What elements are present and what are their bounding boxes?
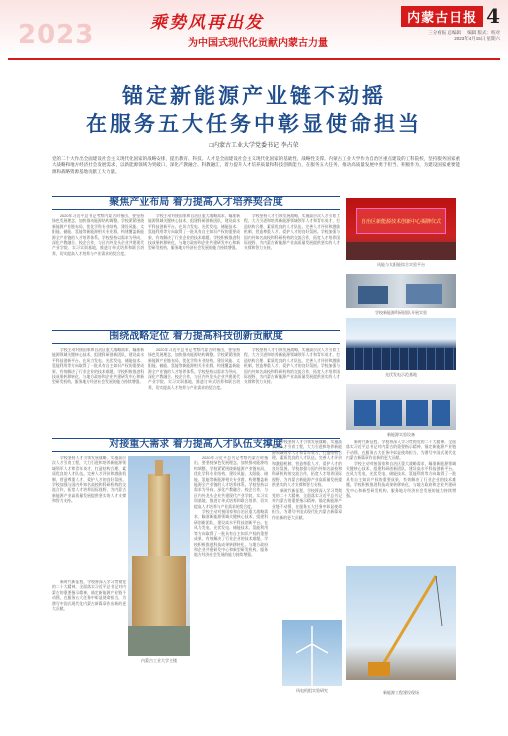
section-title-3: 对接重大需求 着力提高人才队伍支撑度 [105, 439, 286, 451]
photo-university-building [128, 456, 190, 656]
photo-lab [346, 274, 456, 308]
headline-line-1: 锚定新能源产业链不动摇 [122, 83, 386, 108]
newspaper-name: 内蒙古日报 [401, 6, 483, 27]
paragraph: 学校主动对接国家和自治区重大战略需求，瞄准新能源领域关键核心技术，组建科研创新团队，建设高水平科技创新平台。在风力发电、光伏发电、储能技术、氢能利用等方向取得了一批具有自主知识产权的重要成果，有效解决了行业企业的技术难题。学校积极推进科技成果转移转化，与地方政府和企业共建研发中心和新型研发机构，服务地方经济社会发展的能力持续增强。 [346, 461, 456, 499]
photo-caption-2: 学校新能源科研团队开展实验 [375, 310, 427, 315]
photo-caption-6: 风电机组实验研究 [296, 688, 328, 693]
photo-caption-5: 内蒙古工业大学主楼 [141, 658, 177, 663]
lead-paragraph: 党的二十大作出全面建设社会主义现代化国家的战略安排，提出教育、科技、人才是全面建设社会主义现代化国家的基础性、战略性支撑。内蒙古工业大学作为自治区重点建设的工科院校，坚持服务国家重大战略和地方经济社会发展需求，以新能源领域为突破口，深化产教融合、科教融汇，着力提升人才培养质量和科技创新能力，在服务五大任务、推动高质量发展中勇于担当、积极作为，为建设国家重要能源和战略资源基地贡献工大力量。 [52, 156, 460, 174]
article-column-6 [244, 348, 340, 430]
paragraph: 学校坚持人才引领发展战略，实施高层次人才引育工程，大力引进和培养新能源领域领军人才和青年英才，打造结构合理、素质优良的人才队伍。完善人才评价和激励机制，营造尊重人才、爱护人才的良好氛围。学校加强与国内外知名高校和科研机构的交流合作，拓宽人才培养国际视野，为内蒙古新能源产业高质量发展提供坚实的人才支撑和智力支持。 [272, 440, 342, 488]
stage-screen-text: 自治区新能源技术创新中心揭牌仪式 [360, 219, 441, 225]
photo-wind-turbine [282, 620, 342, 686]
article-column-4 [52, 348, 144, 430]
building-wing [132, 556, 186, 626]
photo-caption-4: 新能源实验设备 [387, 432, 415, 437]
paragraph: 学校主动对接国家和自治区重大战略需求，瞄准新能源领域关键核心技术，组建科研创新团队，建设高水平科技创新平台。在风力发电、光伏发电、储能技术、氢能利用等方向取得了一批具有自主知识产权的重要成果，有效解决了行业企业的技术难题。学校积极推进科技成果转移转化，与地方政府和企业共建研发中心和新型研发机构，服务地方经济社会发展的能力持续增强。 [194, 510, 268, 558]
lab-equipment [406, 284, 442, 304]
paragraph: 新时代新征程，学校将深入学习贯彻党的二十大精神，全面落实习近平总书记对内蒙古的重要指示精神，锚定新能源产业链不动摇，在服务五大任务中彰显使命担当，为谱写中国式现代化内蒙古新篇章作出新的更大贡献。 [346, 440, 456, 461]
article-column-2 [148, 214, 240, 326]
page-banner [0, 0, 508, 58]
masthead [401, 4, 500, 42]
banner-slogan: 乘势风再出发 [150, 13, 264, 33]
paragraph: 学校主动对接国家和自治区重大战略需求，瞄准新能源领域关键核心技术，组建科研创新团队，建设高水平科技创新平台。在风力发电、光伏发电、储能技术、氢能利用等方向取得了一批具有自主知识产权的重要成果，有效解决了行业企业的技术难题。学校积极推进科技成果转移转化，与地方政府和企业共建研发中心和新型研发机构，服务地方经济社会发展的能力持续增强。 [52, 348, 144, 385]
equipment-unit [432, 400, 450, 426]
paragraph: 学校坚持人才引领发展战略，实施高层次人才引育工程，大力引进和培养新能源领域领军人才和青年英才，打造结构合理、素质优良的人才队伍。完善人才评价和激励机制，营造尊重人才、爱护人才的良好氛围。学校加强与国内外知名高校和科研机构的交流合作，拓宽人才培养国际视野，为内蒙古新能源产业高质量发展提供坚实的人才支撑和智力支持。 [52, 456, 126, 504]
byline: □内蒙古工业大学党委书记 李占荣 [209, 143, 299, 149]
paragraph: 新时代新征程，学校将深入学习贯彻党的二十大精神，全面落实习近平总书记对内蒙古的重要指示精神，锚定新能源产业链不动摇，在服务五大任务中彰显使命担当，为谱写中国式现代化内蒙古新篇章作出新的更大贡献。 [272, 488, 342, 520]
masthead-meta: 三分看报 总编辑 编辑 版式：校对 2023年4月15日 星期六 [428, 30, 500, 41]
section-heading-1 [52, 196, 340, 210]
headline-line-2: 在服务五大任务中彰显使命担当 [86, 111, 422, 136]
photo-caption-7: 新能源工程建设现场 [383, 690, 419, 695]
paragraph: 学校坚持人才引领发展战略，实施高层次人才引育工程，大力引进和培养新能源领域领军人才和青年英才，打造结构合理、素质优良的人才队伍。完善人才评价和激励机制，营造尊重人才、爱护人才的良好氛围。学校加强与国内外知名高校和科研机构的交流合作，拓宽人才培养国际视野，为内蒙古新能源产业高质量发展提供坚实的人才支撑和智力支持。 [244, 348, 340, 385]
paragraph: 2020年习近平总书记考察内蒙古时指出，要坚持绿色发展理念，加快推动能源结构调整。学校紧紧围绕新能源产业链布局，优化学科专业结构，建设风能、太阳能、储能、氢能等新能源相关专业群，构建覆盖新能源全产业链的人才培养体系。学校坚持以需求为导向，深化产教融合、校企合作，与区内外龙头企业共建现代产业学院、实习实训基地，推进订单式培养和联合培养，切实提高人才培养与产业需求的契合度。 [148, 348, 240, 390]
wind-turbine-icon [282, 620, 342, 686]
solar-rows [346, 348, 456, 370]
paragraph: 2020年习近平总书记考察内蒙古时指出，要坚持绿色发展理念，加快推动能源结构调整。学校紧紧围绕新能源产业链布局，优化学科专业结构，建设风能、太阳能、储能、氢能等新能源相关专业群，构建覆盖新能源全产业链的人才培养体系。学校坚持以需求为导向，深化产教融合、校企合作，与区内外龙头企业共建现代产业学院、实习实训基地，推进订单式培养和联合培养，切实提高人才培养与产业需求的契合度。 [194, 456, 268, 509]
photo-equipment [346, 384, 456, 430]
stage-screen [356, 208, 446, 234]
article-column-8 [194, 456, 268, 656]
paragraph: 2020年习近平总书记考察内蒙古时指出，要坚持绿色发展理念，加快推动能源结构调整。学校紧紧围绕新能源产业链布局，优化学科专业结构，建设风能、太阳能、储能、氢能等新能源相关专业群，构建覆盖新能源全产业链的人才培养体系。学校坚持以需求为导向，深化产教融合、校企合作，与区内外龙头企业共建现代产业学院、实习实训基地，推进订单式培养和联合培养，切实提高人才培养与产业需求的契合度。 [52, 214, 144, 256]
building-spire [155, 460, 163, 476]
stage-floor [346, 242, 456, 260]
equipment-unit [406, 400, 428, 426]
equipment-unit [354, 400, 376, 426]
article-column-5 [148, 348, 240, 430]
section-title-2: 围绕战略定位 着力提高科技创新贡献度 [105, 331, 286, 343]
paragraph: 新时代新征程，学校将深入学习贯彻党的二十大精神，全面落实习近平总书记对内蒙古的重要指示精神，锚定新能源产业链不动摇，在服务五大任务中彰显使命担当，为谱写中国式现代化内蒙古新篇章作出新的更大贡献。 [52, 580, 126, 612]
section-heading-2 [52, 330, 340, 344]
banner-ghost-year: 2023 [18, 20, 95, 50]
banner-subslogan: 为中国式现代化贡献内蒙古力量 [188, 38, 328, 49]
equipment-unit [380, 400, 402, 426]
header-rule [8, 58, 500, 60]
section-title-1: 聚焦产业布局 着力提高人才培养契合度 [105, 197, 286, 209]
paragraph: 学校主动对接国家和自治区重大战略需求，瞄准新能源领域关键核心技术，组建科研创新团队，建设高水平科技创新平台。在风力发电、光伏发电、储能技术、氢能利用等方向取得了一批具有自主知识产权的重要成果，有效解决了行业企业的技术难题。学校积极推进科技成果转移转化，与地方政府和企业共建研发中心和新型研发机构，服务地方经济社会发展的能力持续增强。 [148, 214, 240, 251]
article-column-11 [52, 580, 126, 656]
lab-equipment [358, 286, 388, 304]
article-column-1 [52, 214, 144, 326]
photo-solar-panels [346, 318, 456, 370]
crane-icon [346, 566, 456, 680]
page-number: 4 [486, 4, 500, 28]
photo-caption-1: 风能与太阳能综合实验平台 [377, 262, 425, 267]
article-column-10 [346, 440, 456, 560]
building-ground [128, 626, 190, 656]
photo-construction [346, 566, 456, 680]
paragraph: 学校坚持人才引领发展战略，实施高层次人才引育工程，大力引进和培养新能源领域领军人才和青年英才，打造结构合理、素质优良的人才队伍。完善人才评价和激励机制，营造尊重人才、爱护人才的良好氛围。学校加强与国内外知名高校和科研机构的交流合作，拓宽人才培养国际视野，为内蒙古新能源产业高质量发展提供坚实的人才支撑和智力支持。 [244, 214, 340, 251]
photo-caption-3: 光伏发电示范基地 [385, 372, 417, 377]
article-column-7 [52, 456, 126, 576]
photo-stage-ceremony [346, 198, 456, 260]
article-column-3 [244, 214, 340, 326]
